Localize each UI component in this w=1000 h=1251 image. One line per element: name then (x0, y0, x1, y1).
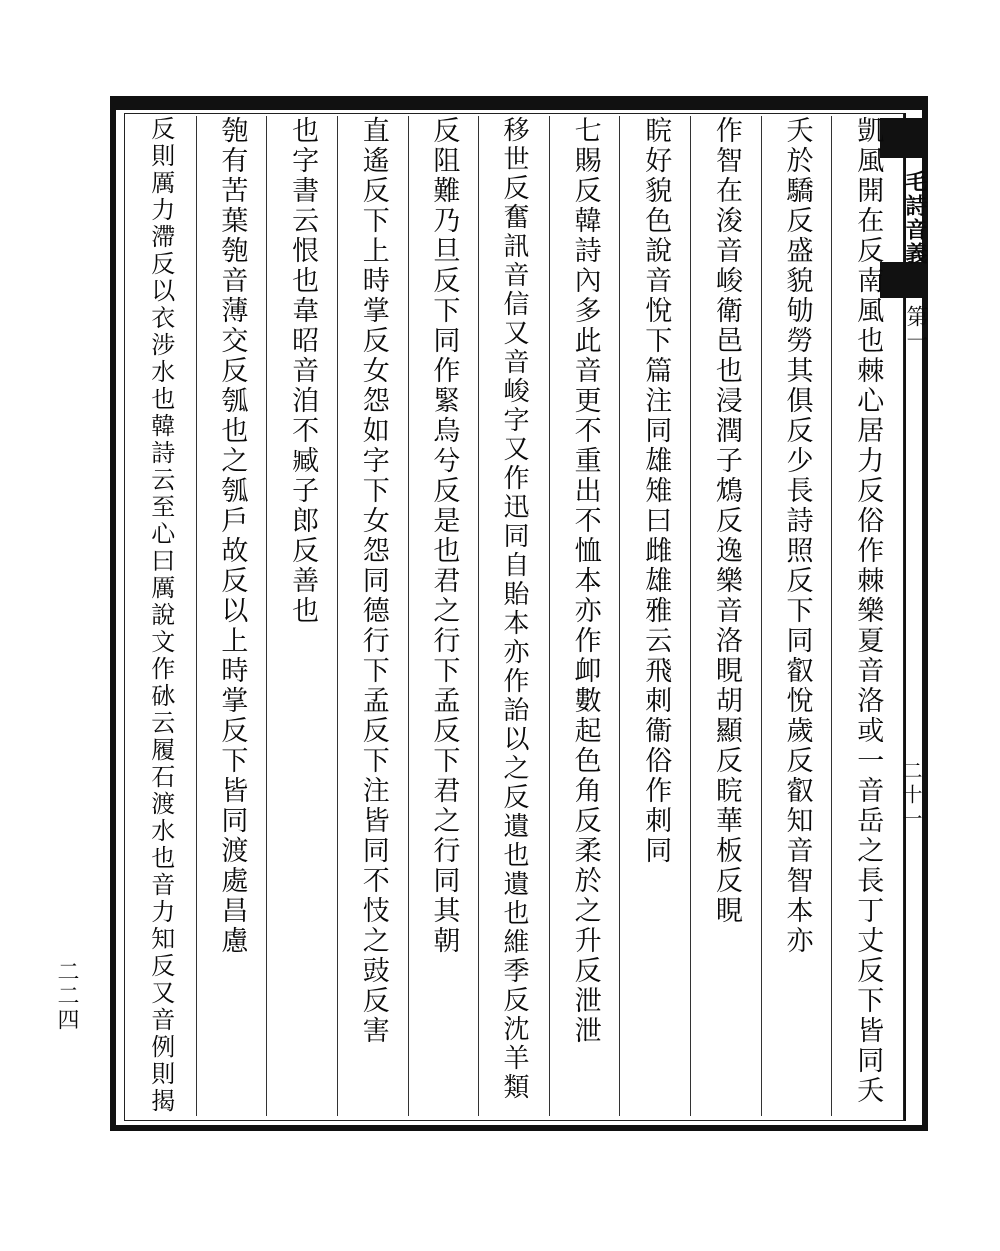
column-text: 凱風開在反南風也棘心居力反俗作棘樂夏音洛或一音岳之長丁丈反下皆同夭 (852, 116, 884, 1106)
column-text: 移世反奮訊音信又音峻字又作迅同自貽本亦作詒以之反遺也遺也維季反沈羊類 (498, 116, 529, 1102)
column-text: 匏有苦葉匏音薄交反瓠也之瓠戶故反以上時掌反下皆同渡處昌慮 (216, 116, 248, 956)
column-text: 作智在浚音峻衛邑也浸潤子鴆反逸樂音洛睍胡顯反睆華板反睍 (710, 116, 742, 926)
text-column-8 (337, 116, 408, 1116)
column-text: 反阻難乃旦反下同作緊烏兮反是也君之行下孟反下君之行同其朝 (428, 116, 460, 956)
column-text: 夭於驕反盛貌劬勞其俱反少長詩照反下同叡悅歲反叡知音智本亦 (781, 116, 813, 956)
text-column-10 (196, 116, 267, 1116)
text-column-3 (690, 116, 761, 1116)
column-text: 睆好貌色說音悅下篇注同雄雉曰雌雄雅云飛刺衞俗作刺同 (640, 116, 672, 866)
column-text: 直遙反下上時掌反女怨如字下女怨同德行下孟反下注皆同不忮之豉反害 (357, 116, 389, 1046)
page-number: 二二四 (54, 960, 79, 1032)
column-text: 反則厲力滯反以衣涉水也韓詩云至心曰厲說文作砅云履石渡水也音力知反又音例則揭 (146, 116, 175, 1115)
text-column-6 (478, 116, 549, 1116)
margin-folio: 二十一 (899, 760, 923, 832)
text-columns (126, 116, 902, 1116)
text-column-7 (408, 116, 479, 1116)
margin-book-title: 毛詩音義 (902, 170, 928, 266)
margin-volume: 第一 (903, 305, 928, 353)
column-text: 七賜反韓詩內多此音更不重出不恤本亦作卹數起色角反柔於之升反泄泄 (569, 116, 601, 1046)
text-column-11 (126, 116, 196, 1116)
text-column-9 (266, 116, 337, 1116)
text-column-1 (831, 116, 902, 1116)
text-column-5 (549, 116, 620, 1116)
column-text: 也字書云恨也韋昭音洎不臧子郎反善也 (287, 116, 319, 626)
text-column-4 (619, 116, 690, 1116)
text-column-2 (761, 116, 832, 1116)
